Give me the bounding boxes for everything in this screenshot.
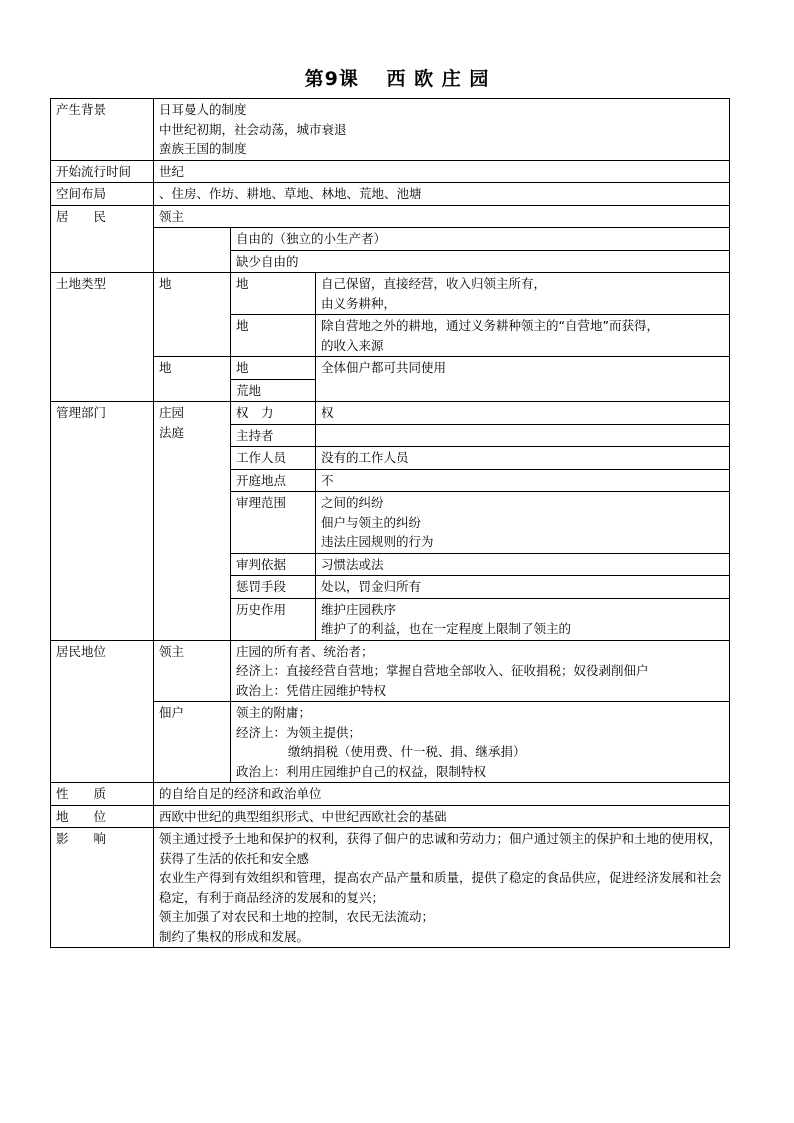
background-line: 中世纪初期，社会动荡，城市衰退 [159,121,347,137]
row-background [51,99,730,161]
land-desc-line: 自己保留，直接经营，收入归领主所有， [321,276,547,291]
mgmt-line: 维护庄园秩序 [321,601,397,617]
residents-lord: 领主 [154,205,730,228]
position-value: 西欧中世纪的典型组织形式、中世纪西欧社会的基础 [154,805,730,828]
dept-line: 庄园 [159,405,185,420]
row-land-1 [51,273,730,315]
land-group1-row2-desc [316,315,730,357]
influence-paragraph: 制约了集权的形成和发展。 [159,928,310,944]
residents-unfree: 缺少自由的 [231,250,730,273]
mgmt-value: 处以，罚金归所有 [316,576,730,599]
mgmt-value: 习惯法或法 [316,553,730,576]
mgmt-label: 惩罚手段 [231,576,316,599]
status-line: 庄园的所有者、统治者； [236,643,374,659]
mgmt-line: 之间的纠纷 [321,495,384,510]
influence-paragraph: 领主通过授予土地和保护的权利，获得了佃户的忠诚和劳动力；佃户通过领主的保护和土地的使用权，获得了生活的依托和安全感 [159,831,722,866]
influence-paragraph: 领主加强了对农民和土地的控制，农民无法流动； [159,909,435,924]
row-status-lord [51,640,730,702]
row-influence [51,828,730,948]
land-desc-line: 的收入来源 [321,337,384,353]
mgmt-label: 审判依据 [231,553,316,576]
label-layout: 空间布局 [51,183,154,206]
mgmt-value [316,598,730,640]
label-position: 地 位 [51,805,154,828]
label-management: 管理部门 [51,402,154,641]
status-lord-label: 领主 [154,640,231,702]
land-group2-label: 地 [154,357,231,402]
mgmt-label: 权 力 [231,402,316,425]
land-desc-line: 由义务耕种， [321,295,397,311]
mgmt-label: 历史作用 [231,598,316,640]
mgmt-label: 开庭地点 [231,469,316,492]
mgmt-label: 审理范围 [231,492,316,554]
status-line: 政治上：利用庄园维护自己的权益，限制特权 [236,763,487,779]
mgmt-line: 佃户与领主的纠纷 [321,514,422,530]
row-popular-time [51,160,730,183]
popular-time-value: 世纪 [154,160,730,183]
mgmt-label: 工作人员 [231,447,316,470]
mgmt-line: 维护了的利益，也在一定程度上限制了领主的 [321,621,572,636]
label-nature: 性 质 [51,783,154,806]
mgmt-value: 权 [316,402,730,425]
land-group2-row1: 地 [231,357,316,380]
dept-line: 法庭 [159,424,185,440]
status-lord-content [231,640,730,702]
nature-value: 的自给自足的经济和政治单位 [154,783,730,806]
status-tenant-label: 佃户 [154,702,231,783]
label-status: 居民地位 [51,640,154,783]
mgmt-line: 违法庄园规则的行为 [321,534,434,549]
residents-blank-cell [154,228,231,273]
label-popular-time: 开始流行时间 [51,160,154,183]
status-line: 缴纳捐税（使用费、什一税、捐、继承捐） [288,744,526,759]
residents-free: 自由的（独立的小生产者） [231,228,730,251]
background-line: 蛮族王国的制度 [159,141,247,156]
influence-content [154,828,730,948]
influence-paragraph: 农业生产得到有效组织和管理，提高农产品产量和质量，提供了稳定的食品供应，促进经济发展和社会稳定，有利于商品经济的发展和的复兴； [159,870,722,905]
status-tenant-content [231,702,730,783]
row-layout [51,183,730,206]
mgmt-value: 不 [316,469,730,492]
land-group1-row1-desc [316,273,730,315]
label-residents: 居 民 [51,205,154,273]
mgmt-value [316,492,730,554]
mgmt-value [316,424,730,447]
status-line: 经济上：为领主提供； [236,724,362,740]
row-position [51,805,730,828]
status-line: 领主的附庸； [236,705,312,720]
mgmt-label: 主持者 [231,424,316,447]
label-land-types: 土地类型 [51,273,154,402]
row-residents-lord [51,205,730,228]
land-group1-label: 地 [154,273,231,357]
land-desc-line: 除自营地之外的耕地，通过义务耕种领主的“自营地”而获得， [321,318,659,333]
land-group2-desc: 全体佃户都可共同使用 [316,357,730,402]
layout-value: 、住房、作坊、耕地、草地、林地、荒地、池塘 [154,183,730,206]
label-background: 产生背景 [51,99,154,161]
status-line: 政治上：凭借庄园维护特权 [236,682,387,698]
land-group1-row2-label: 地 [231,315,316,357]
management-dept [154,402,231,641]
mgmt-value: 没有的工作人员 [316,447,730,470]
label-influence: 影 响 [51,828,154,948]
row-nature [51,783,730,806]
background-line: 日耳曼人的制度 [159,102,247,117]
summary-table [50,98,730,948]
land-group2-row2: 荒地 [231,379,316,402]
page-title: 第9课 西 欧 庄 园 [304,68,490,90]
land-group1-row1-label: 地 [231,273,316,315]
background-content [154,99,730,161]
row-mgmt-power [51,402,730,425]
status-line: 经济上：直接经营自营地；掌握自营地全部收入、征收捐税；奴役剥削佃户 [236,663,649,678]
